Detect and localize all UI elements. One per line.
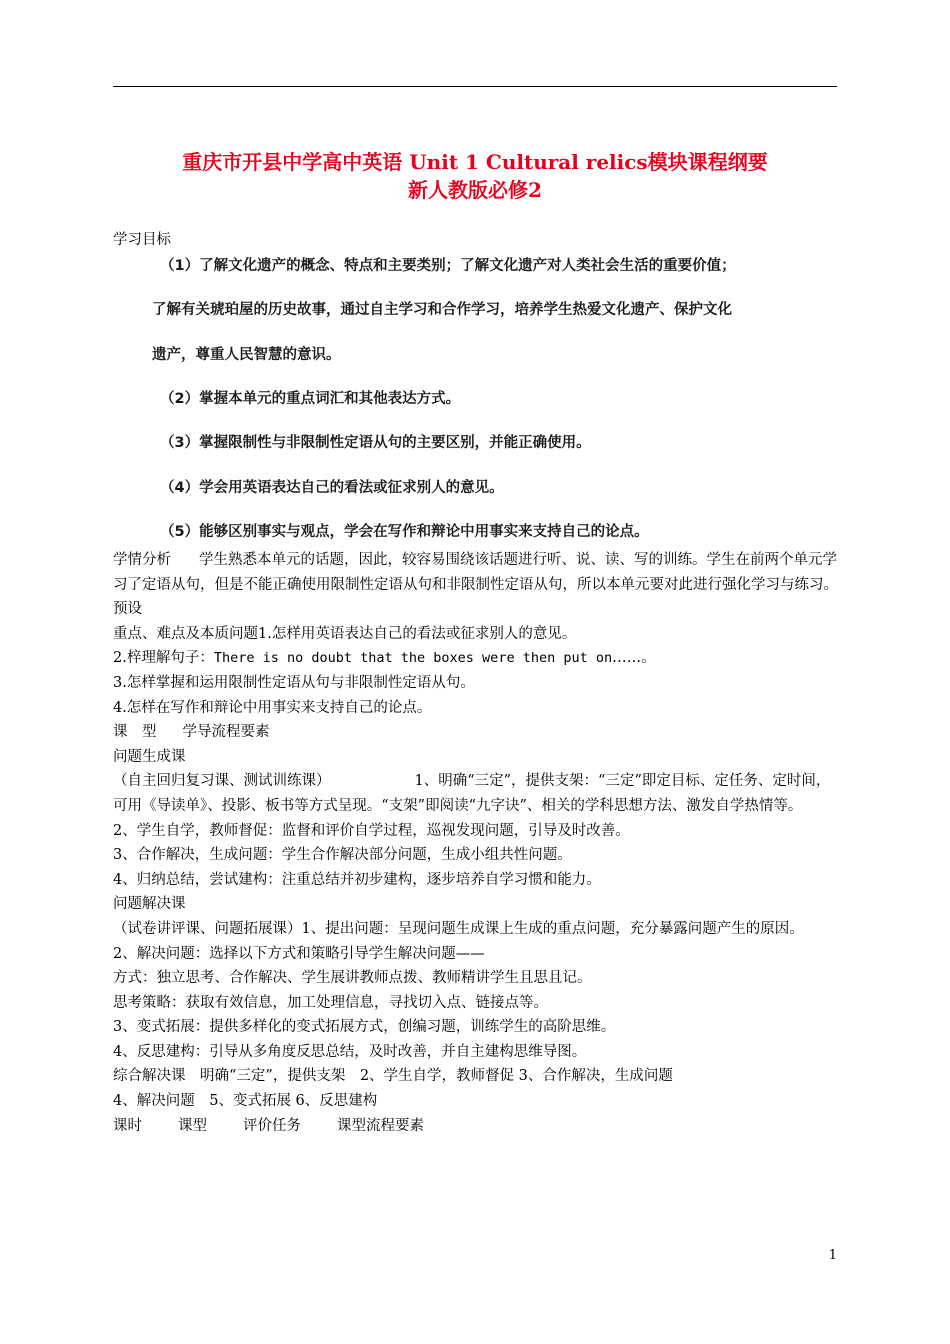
course-type-label: 课 型 bbox=[113, 724, 157, 741]
course-type-value: 学导流程要素 bbox=[182, 724, 270, 741]
solve-step-4: 4、反思建构：引导从多角度反思总结，及时改善，并自主建构思维导图。 bbox=[113, 1043, 587, 1060]
header-rule bbox=[113, 86, 837, 87]
preset-heading: 预设 bbox=[113, 601, 142, 618]
goal-item: （1）了解文化遗产的概念、特点和主要类别；了解文化遗产对人类社会生活的重要价值； bbox=[160, 258, 736, 274]
solve-step-2: 2、解决问题：选择以下方式和策略引导学生解决问题—— bbox=[113, 945, 485, 962]
key-points-line-1 bbox=[113, 622, 839, 647]
goal-item: （5）能够区别事实与观点，学会在写作和辩论中用事实来支持自己的论点。 bbox=[160, 524, 649, 540]
key-points-line-2 bbox=[113, 646, 839, 671]
goal-item: （3）掌握限制性与非限制性定语从句的主要区别，并能正确使用。 bbox=[160, 435, 591, 451]
key-point: 4.怎样在写作和辩论中用事实来支持自己的论点。 bbox=[113, 699, 432, 716]
table-header-cell: 课型 bbox=[178, 1117, 207, 1134]
course-type-line bbox=[113, 720, 839, 745]
generation-step-text: 1、明确“三定”，提供支架：“三定”即定目标、定任务、定时间，可用《导读单》、投影、板书等方式呈现。“支架”即阅读“九字诀”、相关的学科思想方法、激发自学热情等。 bbox=[113, 773, 831, 814]
analysis-text: 学生熟悉本单元的话题，因此，较容易围绕该话题进行听、说、读、写的训练。学生在前两个单元学习了定语从句，但是不能正确使用限制性定语从句和非限制性定语从句，所以本单元要对此进行强化学习与练习。 bbox=[113, 552, 838, 593]
solve-step-1 bbox=[113, 917, 839, 942]
generation-step-1 bbox=[113, 769, 839, 818]
comprehensive-class-line-1: 综合解决课 明确“三定”，提供支架 2、学生自学，教师督促 3、合作解决，生成问题 bbox=[113, 1068, 673, 1085]
solve-strategy: 思考策略：获取有效信息，加工处理信息，寻找切入点、链接点等。 bbox=[113, 994, 548, 1011]
goal-item: 遗产，尊重人民智慧的意识。 bbox=[152, 347, 341, 363]
key-points-label: 重点、难点及本质问题 bbox=[113, 625, 258, 642]
goals-heading: 学习目标 bbox=[113, 232, 171, 248]
goal-item: （4）学会用英语表达自己的看法或征求别人的意见。 bbox=[160, 480, 504, 496]
key-point-suffix: ……。 bbox=[612, 650, 656, 667]
goal-item: 了解有关琥珀屋的历史故事，通过自主学习和合作学习，培养学生热爱文化遗产、保护文化 bbox=[152, 302, 732, 318]
solve-class-subtitle: （试卷讲评课、问题拓展课） bbox=[113, 920, 302, 937]
solve-class-heading: 问题解决课 bbox=[113, 896, 186, 913]
solve-step-3: 3、变式拓展：提供多样化的变式拓展方式，创编习题，训练学生的高阶思维。 bbox=[113, 1019, 616, 1036]
key-point-english: There is no doubt that the boxes were then put on bbox=[213, 650, 613, 667]
generation-step-2: 2、学生自学，教师督促：监督和评价自学过程，巡视发现问题，引导及时改善。 bbox=[113, 822, 630, 839]
key-point-prefix: 2.梓理解句子： bbox=[113, 650, 214, 667]
document-title-line-1: 重庆市开县中学高中英语 Unit 1 Cultural relics模块课程纲要 bbox=[182, 150, 768, 174]
goal-item: （2）掌握本单元的重点词汇和其他表达方式。 bbox=[160, 391, 461, 407]
page-number: 1 bbox=[828, 1248, 837, 1263]
analysis-label: 学情分析 bbox=[113, 552, 171, 568]
comprehensive-class-line-2: 4、解决问题 5、变式拓展 6、反思建构 bbox=[113, 1093, 378, 1110]
analysis-paragraph bbox=[113, 548, 839, 597]
table-header-cell: 课型流程要素 bbox=[337, 1117, 424, 1134]
table-header-cell: 课时 bbox=[113, 1117, 142, 1134]
table-header-row bbox=[113, 1114, 839, 1139]
document-title-line-2: 新人教版必修2 bbox=[408, 178, 542, 202]
solve-step-text: 1、提出问题：呈现问题生成课上生成的重点问题，充分暴露问题产生的原因。 bbox=[301, 920, 804, 937]
generation-class-subtitle: （自主回归复习课、测试训练课） bbox=[113, 773, 331, 790]
table-header-cell: 评价任务 bbox=[243, 1117, 301, 1134]
solve-ways: 方式：独立思考、合作解决、学生展讲教师点拨、教师精讲学生且思且记。 bbox=[113, 970, 592, 987]
generation-step-3: 3、合作解决，生成问题：学生合作解决部分问题，生成小组共性问题。 bbox=[113, 847, 572, 864]
key-point: 3.怎样掌握和运用限制性定语从句与非限制性定语从句。 bbox=[113, 674, 475, 691]
document-body bbox=[113, 548, 839, 1138]
generation-class-heading: 问题生成课 bbox=[113, 748, 186, 765]
generation-step-4: 4、归纳总结，尝试建构：注重总结并初步建构，逐步培养自学习惯和能力。 bbox=[113, 871, 601, 888]
key-point: 1.怎样用英语表达自己的看法或征求别人的意见。 bbox=[258, 625, 577, 642]
